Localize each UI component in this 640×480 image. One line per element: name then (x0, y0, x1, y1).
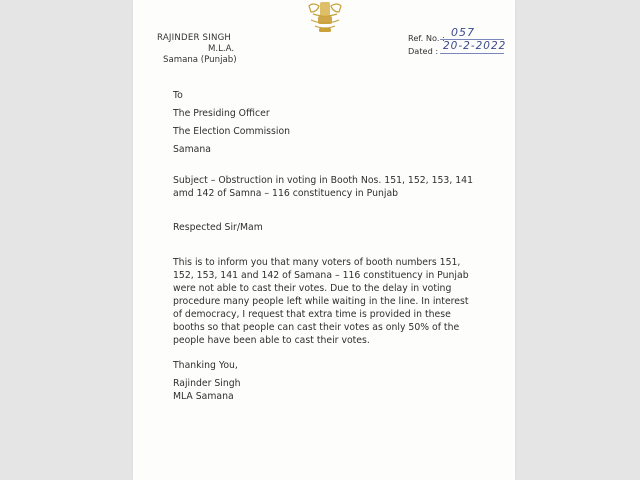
dated-label: Dated : (408, 46, 439, 56)
to-label: To (173, 90, 183, 101)
letter-page (133, 0, 515, 480)
closing-thanks: Thanking You, (173, 360, 238, 371)
signature-title: MLA Samana (173, 391, 234, 402)
reference-underline (440, 39, 504, 40)
greeting: Respected Sir/Mam (173, 222, 263, 233)
date-value: 20-2-2022 (443, 40, 507, 52)
sender-role: M.L.A. (208, 44, 235, 54)
date-underline (440, 53, 504, 54)
sender-place: Samana (Punjab) (163, 55, 237, 65)
reference-number-value: 057 (451, 26, 475, 39)
recipient-line-2: The Election Commission (173, 126, 291, 137)
signature-name: Rajinder Singh (173, 378, 241, 389)
signature-block (173, 377, 503, 403)
subject-line: Subject – Obstruction in voting in Booth Nos. 151, 152, 153, 141 amd 142 of Samna – 116 constituency in Punjab (173, 175, 473, 199)
reference-number-label: Ref. No. : (408, 33, 445, 43)
recipient-line-1: The Presiding Officer (173, 108, 270, 119)
letter-body: This is to inform you that many voters of booth numbers 151, 152, 153, 141 and 142 of Samana – 116 constituency in Punjab were not able to cast their votes. Due to the delay in voting procedure many people left while waiting in the line. In interest of democracy, I request that extra time is provided in these booths so that people can cast their votes as only 50% of the people have been able to cast their votes. (173, 257, 469, 346)
state-emblem-icon (301, 0, 349, 40)
recipient-block (173, 105, 503, 159)
sender-name: RAJINDER SINGH (157, 33, 232, 43)
recipient-line-3: Samana (173, 144, 211, 155)
